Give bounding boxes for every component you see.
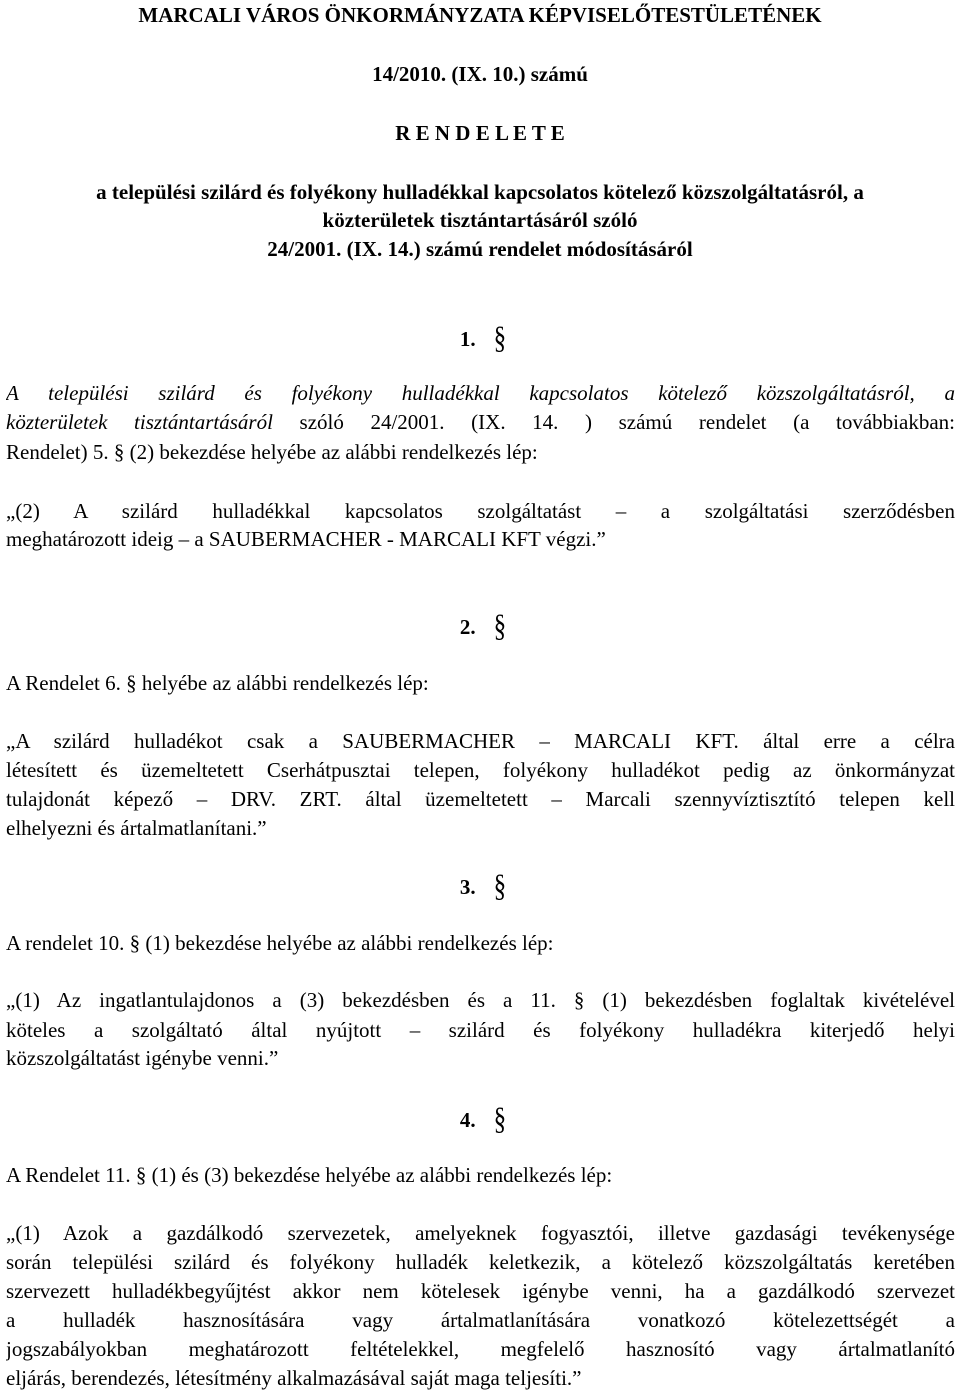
section-2-quote-line: létesített és üzemeltetett Cserhátpusztai telepen, folyékony hulladékot pedig az önkormányzat [6,758,955,782]
section-4-quote-line: során települési szilárd és folyékony hulladék keletkezik, a kötelező közszolgáltatás keretében [6,1250,955,1274]
section-4-quote-line: a hulladék hasznosítására vagy ártalmatlanítására vonatkozó kötelezettségét a [6,1308,955,1332]
section-3-quote-line: közszolgáltatást igénybe venni.” [6,1046,279,1070]
intro-italic-text: közterületek tisztántartásáról [6,410,273,434]
section-3-intro: A rendelet 10. § (1) bekezdése helyébe az alábbi rendelkezés lép: [6,931,554,955]
decree-type: R E N D E L E T E [395,121,565,145]
section-2-intro: A Rendelet 6. § helyébe az alábbi rendelkezés lép: [6,671,429,695]
section-3-quote-line: „(1) Az ingatlantulajdonos a (3) bekezdésben és a 11. § (1) bekezdésben foglaltak kivételével [6,988,955,1012]
decree-subtitle-line: közterületek tisztántartásáról szóló [322,208,638,232]
section-number: 1. [459,327,476,351]
decree-number: 14/2010. (IX. 10.) számú [372,62,588,86]
section-heading-4 [0,1102,960,1137]
section-sign: § [493,609,507,644]
section-1-intro-line: A települési szilárd és folyékony hulladékkal kapcsolatos kötelező közszolgáltatásról, a [6,381,955,405]
decree-subtitle-line: 24/2001. (IX. 14.) számú rendelet módosításáról [267,237,693,261]
section-4-quote-line: „(1) Azok a gazdálkodó szervezetek, amelyeknek fogyasztói, illetve gazdasági tevékenysége [6,1221,955,1245]
section-number: 3. [459,875,476,899]
section-1-intro-line: Rendelet) 5. § (2) bekezdése helyébe az alábbi rendelkezés lép: [6,440,538,464]
section-1-quote-line: „(2) A szilárd hulladékkal kapcsolatos szolgáltatást – a szolgáltatási szerződésben [6,499,955,523]
section-2-quote-line: elhelyezni és ártalmatlanítani.” [6,816,267,840]
section-4-quote-line: jogszabályokban meghatározott feltételekkel, megfelelő hasznosító vagy ártalmatlanító [6,1337,955,1361]
section-sign: § [493,321,507,356]
decree-subtitle-line: a települési szilárd és folyékony hulladékkal kapcsolatos kötelező közszolgáltatásról, a [96,180,864,204]
section-number: 2. [459,615,476,639]
section-heading-3 [0,869,960,904]
section-4-intro: A Rendelet 11. § (1) és (3) bekezdése helyébe az alábbi rendelkezés lép: [6,1163,613,1187]
section-3-quote-line: köteles a szolgáltató által nyújtott – szilárd és folyékony hulladékra kiterjedő helyi [6,1018,955,1042]
section-sign: § [493,1102,507,1137]
section-heading-2 [0,609,960,644]
section-number: 4. [459,1108,476,1132]
section-1-quote-line: meghatározott ideig – a SAUBERMACHER - MARCALI KFT végzi.” [6,527,606,551]
section-2-quote-line: tulajdonát képező – DRV. ZRT. által üzemeltetett – Marcali szennyvíztisztító telepen kell [6,787,955,811]
section-2-quote-line: „A szilárd hulladékot csak a SAUBERMACHER – MARCALI KFT. által erre a célra [6,729,955,753]
section-heading-1 [0,321,960,356]
council-title: MARCALI VÁROS ÖNKORMÁNYZATA KÉPVISELŐTESTÜLETÉNEK [138,3,822,27]
section-sign: § [493,869,507,904]
section-4-quote-line: eljárás, berendezés, létesítmény alkalmazásával saját maga teljesíti.” [6,1366,582,1390]
section-1-intro-line [6,408,955,437]
intro-text: szóló 24/2001. (IX. 14. ) számú rendelet (a továbbiakban: [272,410,955,434]
section-4-quote-line: szervezett hulladékbegyűjtést akkor nem kötelesek igénybe venni, ha a gazdálkodó szervezet [6,1279,955,1303]
